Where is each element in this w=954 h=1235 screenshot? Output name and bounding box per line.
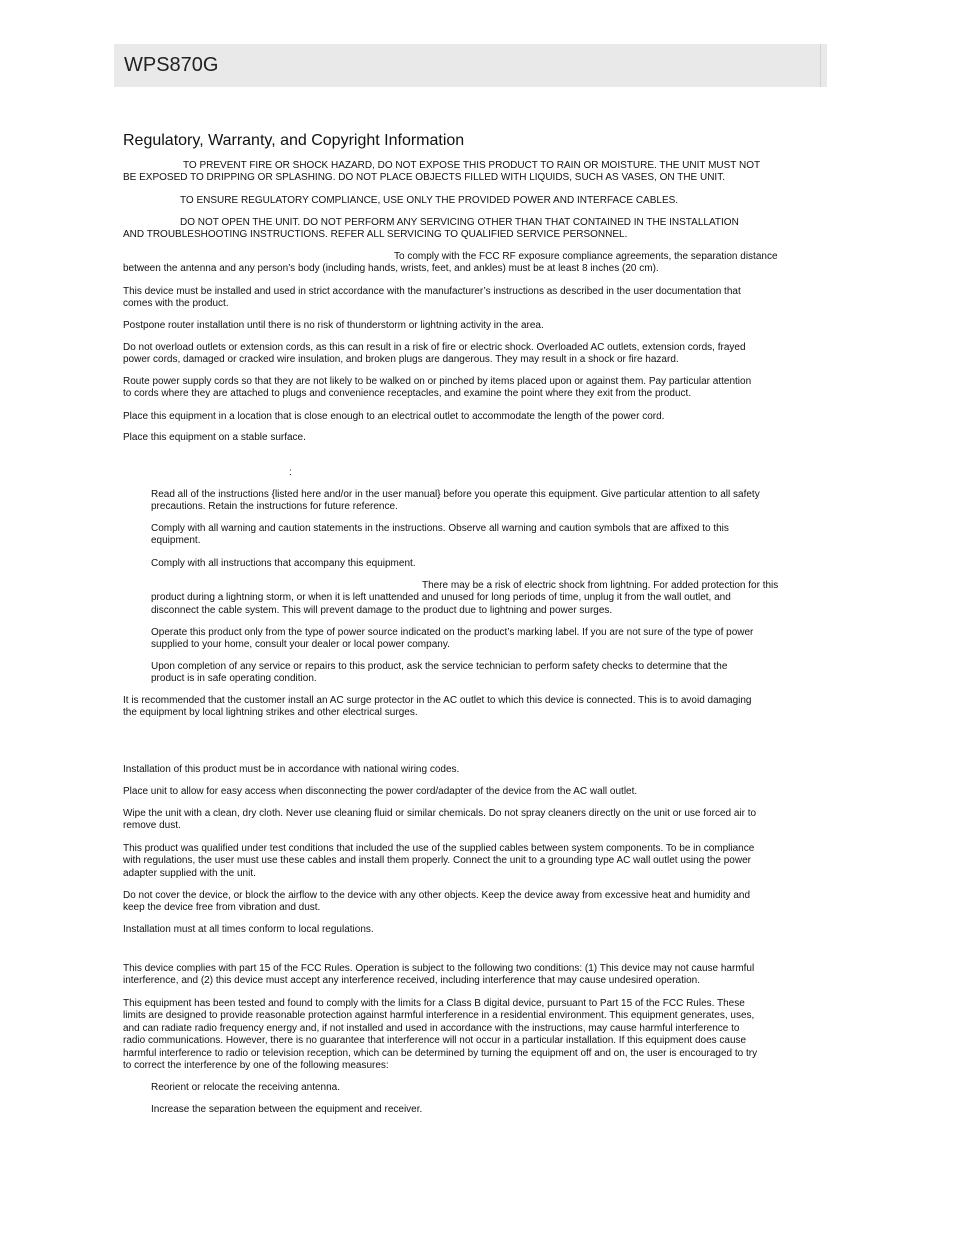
paragraph-wipe-unit bbox=[123, 808, 756, 833]
paragraph-line: Comply with all instructions that accompany this equipment. bbox=[151, 558, 416, 569]
paragraph-line: Upon completion of any service or repairs to this product, ask the service technician to perform safety checks to determine that the bbox=[151, 661, 728, 672]
paragraph-line: to correct the interference by one of the following measures: bbox=[123, 1060, 389, 1072]
paragraph-line: Comply with all warning and caution statements in the instructions. Observe all warning and caution symbols that are affixed to this bbox=[151, 523, 729, 534]
paragraph-line: Route power supply cords so that they are not likely to be walked on or pinched by items placed upon or against them. Pay particular attention bbox=[123, 376, 752, 387]
header-divider bbox=[820, 44, 821, 87]
paragraph-surge-protector bbox=[123, 695, 751, 720]
paragraph-line: Postpone router installation until there is no risk of thunderstorm or lightning activity in the area. bbox=[123, 320, 544, 331]
paragraph-install-accordance bbox=[123, 286, 741, 311]
header-title: WPS870G bbox=[124, 54, 219, 76]
paragraph-line: supplied to your home, consult your dealer or local power company. bbox=[151, 639, 450, 651]
paragraph-line: There may be a risk of electric shock from lightning. For added protection for this bbox=[422, 580, 779, 591]
list-item-lightning bbox=[151, 580, 778, 617]
paragraph-colon bbox=[123, 467, 292, 479]
paragraph-line: Increase the separation between the equipment and receiver. bbox=[151, 1104, 423, 1115]
paragraph-line: AND TROUBLESHOOTING INSTRUCTIONS. REFER ALL SERVICING TO QUALIFIED SERVICE PERSONNEL. bbox=[123, 229, 628, 241]
paragraph-line: Place unit to allow for easy access when disconnecting the power cord/adapter of the device from the AC wall outlet. bbox=[123, 786, 638, 797]
list-item-warnings bbox=[151, 523, 729, 548]
list-item-increase-separation bbox=[151, 1104, 422, 1116]
paragraph-line: This device complies with part 15 of the FCC Rules. Operation is subject to the following two conditions: (1) This device may not cause harmful bbox=[123, 963, 755, 974]
paragraph-fcc-part15 bbox=[123, 963, 754, 988]
paragraph-line: the equipment by local lightning strikes and other electrical surges. bbox=[123, 707, 418, 719]
paragraph-rf-exposure bbox=[123, 251, 778, 276]
list-item-safety-checks bbox=[151, 661, 727, 686]
paragraph-line: disconnect the cable system. This will prevent damage to the product due to lightning and power surges. bbox=[151, 604, 613, 616]
paragraph-class-b bbox=[123, 998, 757, 1072]
paragraph-line: : bbox=[289, 467, 292, 478]
paragraph-line: adapter supplied with the unit. bbox=[123, 867, 256, 879]
paragraph-line: TO ENSURE REGULATORY COMPLIANCE, USE ONLY THE PROVIDED POWER AND INTERFACE CABLES. bbox=[180, 195, 679, 206]
paragraph-line: with regulations, the user must use these cables and install them properly. Connect the unit to a grounding type AC wall outlet using the power bbox=[123, 855, 751, 867]
paragraph-line: This equipment has been tested and found to comply with the limits for a Class B digital device, pursuant to Part 15 of the FCC Rules. These bbox=[123, 998, 745, 1009]
paragraph-line: to cords where they are attached to plugs and convenience receptacles, and examine the point where they exit from the product. bbox=[123, 388, 692, 400]
paragraph-line: BE EXPOSED TO DRIPPING OR SPLASHING. DO NOT PLACE OBJECTS FILLED WITH LIQUIDS, SUCH AS VASES, ON THE UNIT. bbox=[123, 172, 725, 184]
paragraph-line: comes with the product. bbox=[123, 298, 229, 310]
paragraph-overload bbox=[123, 342, 746, 367]
paragraph-line: radio communications. However, there is no guarantee that interference will not occur in a particular installation. If this equipment does cause bbox=[123, 1035, 747, 1047]
paragraph-place-outlet bbox=[123, 411, 664, 423]
paragraph-line: Installation must at all times conform to local regulations. bbox=[123, 924, 374, 935]
paragraph-regulatory-cables bbox=[123, 195, 678, 207]
section-title: Regulatory, Warranty, and Copyright Information bbox=[123, 132, 465, 149]
paragraph-line: precautions. Retain the instructions for future reference. bbox=[151, 501, 398, 513]
paragraph-line: Do not cover the device, or block the airflow to the device with any other objects. Keep the device away from excessive heat and humidity and bbox=[123, 890, 751, 901]
paragraph-line: Reorient or relocate the receiving antenna. bbox=[151, 1082, 341, 1093]
paragraph-postpone bbox=[123, 320, 544, 332]
paragraph-local-regulations bbox=[123, 924, 374, 936]
paragraph-line: between the antenna and any person’s body (including hands, wrists, feet, and ankles) must be at least 8 inches (20 cm). bbox=[123, 263, 659, 275]
paragraph-line: Operate this product only from the type of power source indicated on the product’s marking label. If you are not sure of the type of power bbox=[151, 627, 754, 638]
page-header bbox=[114, 44, 827, 87]
paragraph-stable-surface bbox=[123, 432, 306, 444]
paragraph-line: power cords, damaged or cracked wire insulation, and broken plugs are dangerous. They may result in a shock or fire hazard. bbox=[123, 354, 679, 366]
paragraph-line: To comply with the FCC RF exposure compliance agreements, the separation distance bbox=[394, 251, 778, 262]
paragraph-line: This product was qualified under test conditions that included the use of the supplied cables between system components. To be in compliance bbox=[123, 843, 755, 854]
paragraph-fire-hazard bbox=[123, 160, 760, 185]
paragraph-line: product is in safe operating condition. bbox=[151, 673, 317, 685]
paragraph-line: This device must be installed and used in strict accordance with the manufacturer’s instructions as described in the user documentation that bbox=[123, 286, 741, 297]
paragraph-line: It is recommended that the customer install an AC surge protector in the AC outlet to which this device is connected. This is to avoid damaging bbox=[123, 695, 752, 706]
list-item-reorient bbox=[151, 1082, 340, 1094]
paragraph-line: equipment. bbox=[151, 535, 201, 547]
paragraph-easy-access bbox=[123, 786, 637, 798]
list-item-power-source bbox=[151, 627, 753, 652]
paragraph-line: limits are designed to provide reasonable protection against harmful interference in a residential environment. This equipment generates, uses, bbox=[123, 1010, 755, 1022]
paragraph-line: Place this equipment on a stable surface. bbox=[123, 432, 306, 443]
paragraph-line: Wipe the unit with a clean, dry cloth. Never use cleaning fluid or similar chemicals. Do not spray cleaners directly on the unit or use forced air to bbox=[123, 808, 757, 819]
list-item-read-instructions bbox=[151, 489, 760, 514]
paragraph-line: Installation of this product must be in accordance with national wiring codes. bbox=[123, 764, 460, 775]
paragraph-line: TO PREVENT FIRE OR SHOCK HAZARD, DO NOT EXPOSE THIS PRODUCT TO RAIN OR MOISTURE. THE UNIT MUST NOT bbox=[183, 160, 761, 171]
paragraph-line: and can radiate radio frequency energy and, if not installed and used in accordance with the instructions, may cause harmful interference to bbox=[123, 1022, 740, 1034]
paragraph-airflow bbox=[123, 890, 750, 915]
paragraph-line: product during a lightning storm, or when it is left unattended and unused for long periods of time, unplug it from the wall outlet, and bbox=[151, 592, 731, 604]
paragraph-line: Read all of the instructions {listed here and/or in the user manual} before you operate this equipment. Give particular attention to all safety bbox=[151, 489, 760, 500]
paragraph-route-cords bbox=[123, 376, 751, 401]
paragraph-line: Place this equipment in a location that is close enough to an electrical outlet to accommodate the length of the power cord. bbox=[123, 411, 665, 422]
paragraph-wiring-codes bbox=[123, 764, 459, 776]
paragraph-line: Do not overload outlets or extension cords, as this can result in a risk of fire or electric shock. Overloaded AC outlets, extension cords, frayed bbox=[123, 342, 746, 353]
paragraph-line: harmful interference to radio or television reception, which can be determined by turning the equipment off and on, the user is encouraged to try bbox=[123, 1047, 758, 1059]
paragraph-test-conditions bbox=[123, 843, 754, 880]
paragraph-line: interference, and (2) this device must accept any interference received, including interference that may cause undesired operation. bbox=[123, 975, 700, 987]
paragraph-do-not-open bbox=[123, 217, 739, 242]
paragraph-line: DO NOT OPEN THE UNIT. DO NOT PERFORM ANY SERVICING OTHER THAN THAT CONTAINED IN THE INSTALLATION bbox=[180, 217, 739, 228]
paragraph-line: remove dust. bbox=[123, 820, 181, 832]
list-item-comply bbox=[151, 558, 416, 570]
paragraph-line: keep the device free from vibration and dust. bbox=[123, 902, 321, 914]
